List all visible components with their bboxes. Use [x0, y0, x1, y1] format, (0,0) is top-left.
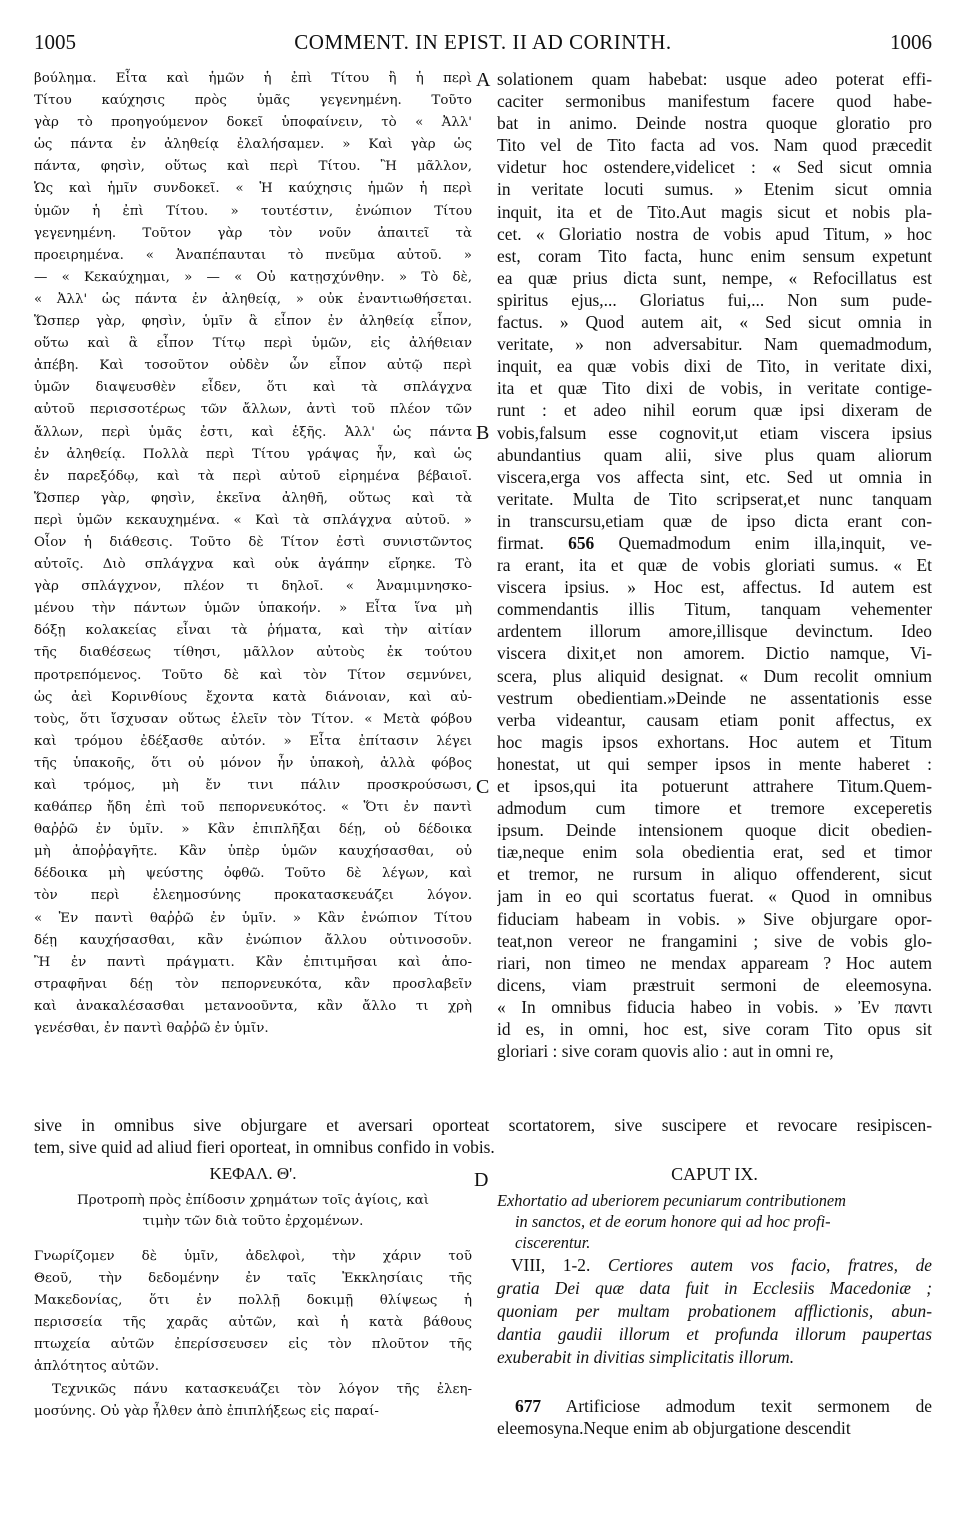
paragraph-text: Artificiose admodum texit sermonem de: [565, 1396, 932, 1416]
greek-line: Ὡς καὶ ἡμῖν συνδοκεῖ. « Ἡ καύχησις ἡμῶν ἡ περὶ: [34, 181, 472, 197]
greek-line: μὴ ἀποῤῥαγῆτε. Κἂν ὑπὲρ ὑμῶν καυχήσασθαι, οὐ: [34, 844, 472, 860]
greek-line: Γνωρίζομεν δὲ ὑμῖν, ἀδελφοὶ, τὴν χάριν τοῦ: [34, 1249, 472, 1264]
latin-line: viscera dixit,et non amorem. Dictio namque, Vi-: [497, 643, 932, 664]
latin-line: viscera,erga vos affecta sint, etc. Sed ut omnia in: [497, 466, 932, 487]
greek-line: καθάπερ ἤδη ἐπὶ τοῦ πεπορνευκότος. « Ὅτι ἐν παντὶ: [34, 800, 472, 816]
latin-line: viscera ipsius. » Hoc est, affectus. Id autem est: [497, 577, 932, 598]
greek-line: Ὥσπερ γὰρ, φησὶν, ἐκεῖνα ἀληθῆ, οὕτως καὶ τὰ: [34, 490, 472, 506]
greek-line: δέδοικα μὴ ψεύστης ὀφθῶ. Τοῦτο δὲ λέγων, καὶ: [34, 866, 472, 882]
greek-line: γὰρ τὸ προηγούμενον δοκεῖ ὑποφαίνειν, τὸ « Ἀλλ': [34, 115, 472, 131]
greek-column-top: [34, 68, 472, 1040]
latin-line: ipsum. Deinde intensionem quoque dicit obedien-: [497, 820, 932, 841]
latin-line: verba videantur, causam etiam ponit affectus, ex: [497, 709, 932, 730]
left-page-number: 1005: [34, 30, 76, 54]
greek-line: τῆς διαθέσεως τίθησι, μᾶλλον αὐτοὺς ἐκ τούτου: [34, 645, 472, 661]
latin-line: solationem quam habebat: usque adeo poterat effi-: [497, 69, 932, 89]
latin-verse-line: quoniam per multam probationem afflictionis, abun-: [497, 1301, 932, 1321]
greek-line: ὡς ἀεὶ Κορινθίους ἔχοντα κατὰ διάνοιαν, καὶ αὐ-: [34, 689, 472, 705]
greek-chapter-summary: [34, 1190, 472, 1232]
greek-chapter-heading: ΚΕΦΑΛ. Θ'.: [209, 1164, 297, 1183]
greek-line: γενέσθαι, ἐν παντὶ θαῤῥῶ ἐν ὑμῖν.: [34, 1021, 269, 1037]
latin-column-top: [497, 68, 932, 1062]
latin-line: abundantius quam alii, sive plus quam aliorum: [497, 444, 932, 465]
latin-line: vobis,falsum esse cognovit,ut etiam viscera ipsius: [497, 422, 932, 443]
latin-line: bat in animo. Deinde nostra quoque gloratio pro: [497, 113, 932, 134]
latin-line: runt : et adeo nihil eorum quæ ipsi dixeram de: [497, 400, 932, 421]
latin-line: firmat. 656 Quemadmodum enim illa,inquit, ve-: [497, 532, 932, 553]
margin-marker-b: B: [476, 422, 490, 444]
latin-line: [497, 1395, 932, 1417]
latin-line: scera, plus aliquid designat. « Dum recolit omnium: [497, 665, 932, 686]
latin-line: veritate. Multa de Tito scripserat,et nunc tanquam: [497, 488, 932, 509]
latin-line: spiritus ejus,... Gloriatus fui,... Non sum pude-: [497, 289, 932, 310]
greek-line: τῆς ὑπακοῆς, ὅτι οὐ μόνον ἦν ὑπακοὴ, ἀλλὰ φόβος: [34, 755, 472, 771]
greek-line: — « Κεκαύχημαι, » — « Οὐ κατῃσχύνθην. » Τὸ δὲ,: [34, 269, 472, 285]
latin-summary-line: ciscerentur.: [515, 1233, 591, 1252]
greek-line: στραφῆναι δέῃ τὸν πεπορνευκότα, κἂν προσλαβεῖν: [34, 976, 472, 992]
greek-line: μοσύνης. Οὐ γὰρ ἦλθεν ἀπὸ ἐπιπλήξεως εἰς παραί-: [34, 1403, 379, 1419]
latin-chapter-heading: CAPUT IX.: [671, 1164, 758, 1184]
greek-line: Ὥσπερ γὰρ, φησὶν, ὑμῖν ἃ εἶπον ἐν ἀληθείᾳ εἶπον,: [34, 314, 472, 330]
greek-line: « Ἀλλ' ὡς πάντα ἐν ἀληθείᾳ, » οὐκ ἐναντιωθήσεται.: [34, 291, 472, 307]
latin-line: ra erant, ita et quæ de vobis gloriati sumus. « Et: [497, 555, 932, 576]
latin-verse-line: dantia gaudii illorum et profunda illorum paupertas: [497, 1324, 932, 1344]
greek-line: ἁπλότητος αὐτῶν.: [34, 1359, 159, 1375]
greek-line: προειρημένα. « Ἀναπέπαυται τὸ πνεῦμα αὐτοῦ. »: [34, 247, 472, 263]
latin-summary-line: Exhortatio ad uberiorem pecuniarum contributionem: [497, 1191, 847, 1210]
latin-line: est, coram Tito facta, hunc enim sensum expetunt: [497, 245, 932, 266]
greek-line: καὶ τρόμου ἐδέξασθε αὐτόν. » Εἶτα ἐπίτασιν λέγει: [34, 733, 472, 749]
latin-line: gloriari : sive coram quovis alio : aut in omni re,: [497, 1041, 834, 1062]
latin-line: Tito vel de Tito facta ad vos. Nam quod præcedit: [497, 135, 932, 156]
greek-line: « Ἐν παντὶ θαῤῥῶ ἐν ὑμῖν. » Κἂν ἐνώπιον Τίτου: [34, 910, 472, 926]
greek-line: Οἷον ἡ διάθεσις. Τοῦτο δὲ Τίτον ἐστὶ συνιστῶντος: [34, 534, 472, 550]
greek-line: δόξῃ κολακείας εἶναι τὰ ῥήματα, καὶ τὴν αἰτίαν: [34, 623, 472, 639]
greek-line: ἄλλων, περὶ ὑμᾶς ἐστι, καὶ ἑξῆς. Ἀλλ' ὡς πάντα: [34, 424, 472, 440]
full-width-line: sive in omnibus sive objurgare et aversari oporteat scortatorem, sive suscipere et revocare resipiscen-: [34, 1115, 932, 1135]
greek-line: καὶ τρόμος, μὴ ἔν τινι πάλιν προσκρούσωσι,: [34, 778, 472, 793]
full-width-text: [34, 1114, 932, 1158]
greek-line: πτωχεία αὐτῶν ἐπερίσσευσεν εἰς τὸν πλοῦτον τῆς: [34, 1337, 472, 1353]
latin-line: « In omnibus fiducia habeo in vobis. » Ἐν παντι: [497, 996, 932, 1017]
margin-marker-a: A: [476, 69, 491, 91]
latin-line: tiæ,neque enim sola obedientia erat, sed et timor: [497, 842, 932, 863]
greek-line: ὡς πάντα ἐν ἀληθείᾳ ἐλαλήσαμεν. » Καὶ γὰρ ὡς: [34, 137, 472, 153]
greek-line: Θεοῦ, τὴν δεδομένην ἐν ταῖς Ἐκκλησίαις τῆς: [34, 1271, 472, 1287]
greek-line: Ἢ ἐν παντὶ πράγματι. Κἂν ἐπιτιμῆσαι καὶ ἀπο-: [34, 954, 472, 970]
greek-line: προτρεπόμενος. Τοῦτο δὲ καὶ τὸν Τίτον σεμνύνει,: [34, 667, 472, 683]
greek-line: Τίτου καύχησις πρὸς ὑμᾶς γεγενημένη. Τοῦτο: [34, 93, 472, 109]
latin-line: ardentem illorum amore,illisque devinctum. Ideo: [497, 621, 932, 642]
greek-line: περισσεία τῆς χαρᾶς αὐτῶν, καὶ ἡ κατὰ βάθους: [34, 1315, 472, 1331]
latin-line: riari, non timeo ne mendax appaream ? Hoc autem: [497, 952, 932, 973]
greek-line: γεγενημένη. Τοῦτον γὰρ τὸν νοῦν ἀπαιτεῖ τὰ: [34, 225, 472, 241]
latin-line: inquit, ita et de Tito.Aut magis sicut et nobis pla-: [497, 201, 932, 222]
greek-summary-line: Προτροπὴ πρὸς ἐπίδοσιν χρημάτων τοῖς ἁγίοις, καὶ: [77, 1193, 429, 1208]
latin-line: fiduciam habeam in vobis. » Sive objurgare opor-: [497, 908, 932, 929]
greek-line: αὐτοῖς. Διὸ σπλάγχνα καὶ οὐκ ἀγάπην εἴρηκε. Τὸ: [34, 557, 472, 573]
greek-line: ὑμῶν διαψευσθὲν εἶδεν, ὅτι καὶ τὰ σπλάγχνα: [34, 380, 472, 396]
latin-verse-line: exuberabit in divitias simplicitatis illorum.: [497, 1347, 795, 1367]
greek-line: οὕτω καὶ ἃ εἶπον Τίτῳ περὶ ὑμῶν, εἰς ἀλήθειαν: [34, 336, 472, 352]
margin-marker-d: D: [474, 1169, 489, 1191]
latin-line: id es, in omni, hoc est, sive coram Tito opus sit: [497, 1019, 932, 1040]
margin-marker-c: C: [476, 776, 490, 798]
greek-line: ἐν ἀληθείᾳ. Πολλὰ περὶ Τίτου γράψας ἦν, καὶ ὡς: [34, 446, 472, 462]
latin-verse-line: [497, 1254, 932, 1277]
greek-line: θαῤῥῶ ἐν ὑμῖν. » Κἂν ἐπιπλῆξαι δέῃ, οὐ δέδοικα: [34, 822, 472, 838]
latin-line: caciter sermonibus manifestum facere quod habe-: [497, 91, 932, 112]
latin-line: commendantis illis Titum, tanquam vehementer: [497, 599, 932, 620]
greek-line: δέῃ καυχήσασθαι, κἂν ἐνώπιον ἄλλου οὑτινοσοῦν.: [34, 932, 472, 948]
latin-verse-line: gratia Dei quæ data fuit in Ecclesiis Macedoniæ ;: [497, 1278, 932, 1298]
greek-line: τὸν περὶ ἐλεημοσύνης προκατασκευάζει λόγον.: [34, 888, 472, 904]
latin-chapter-summary: [497, 1190, 932, 1253]
latin-line: vestrum obedientiam.»Deinde ne assentationis esse: [497, 687, 932, 708]
latin-line: dicens, viam præstruit sermoni de eleemosyna.: [497, 974, 932, 995]
greek-line: ἐν παρεξόδῳ, καὶ τὰ περὶ αὐτοῦ εἰρημένα βέβαιοῖ.: [34, 468, 472, 484]
greek-line: αὐτοῦ περισσοτέρως τῶν ἄλλων, ἀντὶ τοῦ πλέον τῶν: [34, 402, 472, 418]
greek-line: Τεχνικῶς πάνυ κατασκευάζει τὸν λόγον τῆς ἐλεη-: [52, 1381, 472, 1397]
latin-commentary-paragraph: [497, 1395, 932, 1439]
latin-line: veritate, » non adversabitur. Nam quemadmodum,: [497, 334, 932, 355]
verse-text: Certiores autem vos facio, fratres, de: [607, 1255, 932, 1275]
greek-summary-line: τιμὴν τῶν διὰ τοῦτο ἐρχομένων.: [142, 1214, 364, 1229]
latin-line: factus. » Quod autem ait, « Sed sicut omnia in: [497, 312, 932, 333]
latin-summary-line: in sanctos, et de eorum honore qui ad hoc profi-: [515, 1212, 831, 1231]
latin-line: ita et quæ Tito dixi de vobis, in veritate contige-: [497, 378, 932, 399]
latin-line: inquit, ea quæ vobis dixi de Tito, in veritate dixi,: [497, 356, 932, 377]
greek-line: Μακεδονίας, ὅτι ἐν πολλῇ δοκιμῇ θλίψεως ἡ: [34, 1293, 472, 1309]
greek-line: βούλημα. Εἶτα καὶ ἡμῶν ἡ ἐπὶ Τίτου ἢ ἡ περὶ: [34, 71, 472, 86]
verse-reference: VIII, 1-2.: [511, 1255, 591, 1275]
latin-line: et tremor, ne rursum in aliquo offenderent, sicut: [497, 864, 932, 885]
running-header: [34, 30, 932, 64]
paragraph-number: 677: [515, 1396, 542, 1416]
latin-line: hoc magis ipsos exhortans. Hoc autem et Titum: [497, 731, 932, 752]
latin-line: teat,non vereor ne frangamini ; sive de vobis glo-: [497, 930, 932, 951]
greek-column-bottom: [34, 1246, 472, 1423]
greek-line: ἀπέβη. Καὶ τοσοῦτον οὐδὲν ὧν εἶπον αὐτῷ περὶ: [34, 358, 472, 374]
greek-line: πάντα, φησὶν, οὕτως καὶ περὶ Τίτου. Ἢ μᾶλλον,: [34, 159, 472, 175]
latin-line: in transcursu,etiam quæ de ipso dicta erant con-: [497, 510, 932, 531]
latin-line: videtur hoc ostendere,videlicet : « Sed sicut omnia: [497, 157, 932, 178]
greek-line: μένου τὴν πάντων ὑμῶν ὑπακοήν. » Εἶτα ἵνα μὴ: [34, 601, 472, 617]
greek-line: καὶ ἀνακαλέσασθαι μετανοοῦντα, κἂν ἄλλο τι χρὴ: [34, 998, 472, 1014]
latin-line: eleemosyna.Neque enim ab objurgatione descendit: [497, 1418, 851, 1439]
latin-line: jam in eo qui scortatus fuerat. « Quod in omnibus: [497, 886, 932, 907]
full-width-line: tem, sive quid ad aliud fieri oporteat, in omnibus confido in vobis.: [34, 1137, 495, 1158]
greek-line: τοὺς, ὅτι ἴσχυσαν οὕτως ἑλεῖν τὸν Τίτον. « Μετὰ φόβου: [34, 711, 472, 727]
latin-verse-block: [497, 1254, 932, 1369]
latin-line: cet. « Gloriatio nostra de vobis apud Titum, » hoc: [497, 223, 932, 244]
greek-line: περὶ ὑμῶν κεκαυχημένα. « Καὶ τὰ σπλάγχνα αὐτοῦ. »: [34, 512, 472, 528]
right-page-number: 1006: [890, 30, 932, 54]
latin-line: in veritate locuti sumus. » Etenim sicut omnia: [497, 179, 932, 200]
latin-line: honestat, ut qui semper ipsos in mente haberet :: [497, 753, 932, 774]
latin-line: et ipsos,qui ita potuerunt attrahere Titum.Quem-: [497, 776, 932, 796]
latin-line: admodum cum timore et tremore exceperetis: [497, 798, 932, 819]
greek-line: γὰρ σπλάγχνον, πλέον τι δηλοῖ. « Ἀναμιμνησκο-: [34, 579, 472, 595]
running-title: COMMENT. IN EPIST. II AD CORINTH.: [294, 30, 672, 54]
latin-line: ea quæ prius dicta sunt, nempe, « Refocillatus est: [497, 267, 932, 288]
greek-line: ὑμῶν ἡ ἐπὶ Τίτου. » τουτέστιν, ἐνώπιον Τίτου: [34, 203, 472, 219]
